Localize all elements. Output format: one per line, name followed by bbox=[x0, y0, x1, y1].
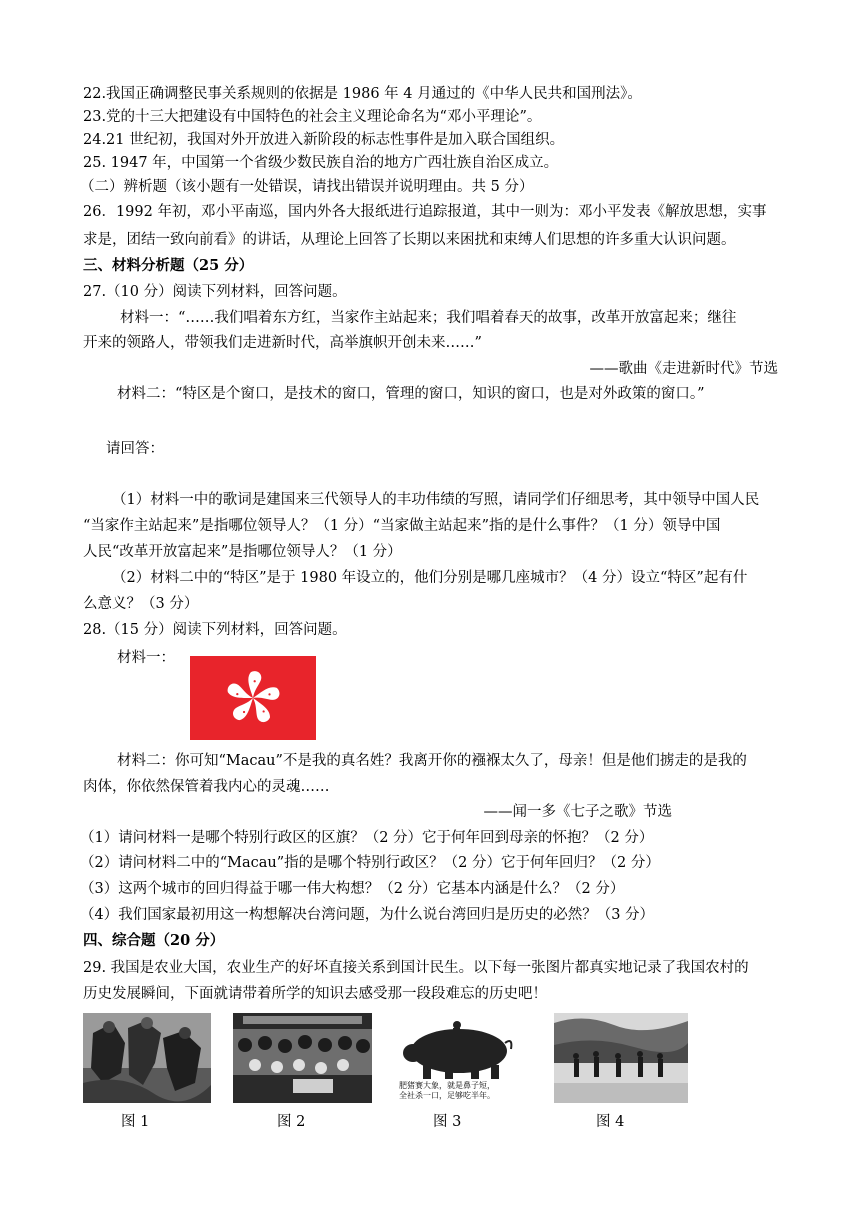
figure-1-photo bbox=[83, 1013, 211, 1103]
question-25: 25. 1947 年，中国第一个省级少数民族自治的地方广西壮族自治区成立。 bbox=[83, 155, 559, 171]
figure-4-photo bbox=[554, 1013, 688, 1103]
question-26-line1: 26．1992 年初，邓小平南巡，国内外各大报纸进行追踪报道，其中一则为：邓小平发表《解放思想，实事 bbox=[83, 204, 767, 220]
q28-4: （4）我们国家最初用这一构想解决台湾问题，为什么说台湾回归是历史的必然？（3 分） bbox=[80, 907, 655, 923]
please-answer: 请回答： bbox=[106, 441, 164, 457]
q27-2-line2: 么意义？（3 分） bbox=[83, 596, 199, 612]
section-heading-analysis: （二）辨析题（该小题有一处错误，请找出错误并说明理由。共 5 分） bbox=[80, 179, 534, 195]
q28-3: （3）这两个城市的回归得益于哪一伟大构想？（2 分）它基本内涵是什么？（2 分） bbox=[80, 881, 625, 897]
q27-1-line3: 人民“改革开放富起来”是指哪位领导人？（1 分） bbox=[83, 544, 402, 560]
bauhinia-flower-icon bbox=[225, 670, 281, 726]
section-heading-comprehensive: 四、综合题（20 分） bbox=[83, 932, 225, 949]
figure-1-label: 图 1 bbox=[121, 1114, 150, 1130]
question-29-line1: 29. 我国是农业大国，农业生产的好坏直接关系到国计民生。以下每一张图片都真实地记录了我国农村的 bbox=[83, 960, 749, 976]
question-22: 22.我国正确调整民事关系规则的依据是 1986 年 4 月通过的《中华人民共和国刑法》。 bbox=[83, 86, 642, 102]
section-heading-material: 三、材料分析题（25 分） bbox=[83, 257, 254, 274]
q28-2: （2）请问材料二中的“Macau”指的是哪个特别行政区？（2 分）它于何年回归？（2 分） bbox=[80, 855, 660, 871]
material-1-line1: 材料一：“……我们唱着东方红，当家作主站起来；我们唱着春天的故事，改革开放富起来；继往 bbox=[120, 310, 737, 326]
figure-2-label: 图 2 bbox=[277, 1114, 306, 1130]
figure-3-cartoon bbox=[393, 1013, 525, 1103]
q28-1: （1）请问材料一是哪个特别行政区的区旗？（2 分）它于何年回到母亲的怀抱？（2 分） bbox=[80, 830, 654, 846]
material-1-line2: 开来的领路人，带领我们走进新时代，高举旗帜开创未来……” bbox=[83, 335, 482, 351]
material-2-line1: 材料二：你可知“Macau”不是我的真名姓？我离开你的襁褓太久了，母亲！但是他们掳走的是我的 bbox=[117, 753, 747, 769]
question-26-line2: 求是，团结一致向前看》的讲话，从理论上回答了长期以来困扰和束缚人们思想的许多重大认识问题。 bbox=[83, 232, 736, 248]
material-2-source: ——闻一多《七子之歌》节选 bbox=[483, 804, 672, 820]
q27-2-line1: （2）材料二中的“特区”是于 1980 年设立的，他们分别是哪几座城市？（4 分）设立“特区”起有什 bbox=[112, 570, 748, 586]
figure-3-label: 图 3 bbox=[433, 1114, 462, 1130]
question-29-line2: 历史发展瞬间，下面就请带着所学的知识去感受那一段段难忘的历史吧！ bbox=[83, 986, 547, 1002]
material-1-source: ——歌曲《走进新时代》节选 bbox=[589, 361, 778, 377]
material-1-label: 材料一： bbox=[117, 650, 175, 666]
q27-1-line1: （1）材料一中的歌词是建国来三代领导人的丰功伟绩的写照，请同学们仔细思考，其中领导中国人民 bbox=[112, 492, 760, 508]
figure-4-label: 图 4 bbox=[596, 1114, 625, 1130]
material-2-line2: 肉体，你依然保管着我内心的灵魂…… bbox=[83, 779, 330, 795]
figure-2-photo bbox=[233, 1013, 372, 1103]
question-27: 27.（10 分）阅读下列材料，回答问题。 bbox=[83, 284, 347, 300]
hong-kong-flag-image bbox=[190, 656, 316, 740]
question-23: 23.党的十三大把建设有中国特色的社会主义理论命名为“邓小平理论”。 bbox=[83, 109, 542, 125]
material-2: 材料二：“特区是个窗口，是技术的窗口，管理的窗口，知识的窗口，也是对外政策的窗口。” bbox=[117, 386, 705, 402]
question-28: 28.（15 分）阅读下列材料，回答问题。 bbox=[83, 622, 347, 638]
figure-3-caption-line1: 肥猪赛大象，就是鼻子短， bbox=[399, 1081, 495, 1090]
q27-1-line2: “当家作主站起来”是指哪位领导人？（1 分）“当家做主站起来”指的是什么事件？（1 分）领导中国 bbox=[83, 518, 721, 534]
question-24: 24.21 世纪初，我国对外开放进入新阶段的标志性事件是加入联合国组织。 bbox=[83, 132, 565, 148]
figure-3-caption-line2: 全社杀一口，足够吃半年。 bbox=[399, 1091, 495, 1100]
